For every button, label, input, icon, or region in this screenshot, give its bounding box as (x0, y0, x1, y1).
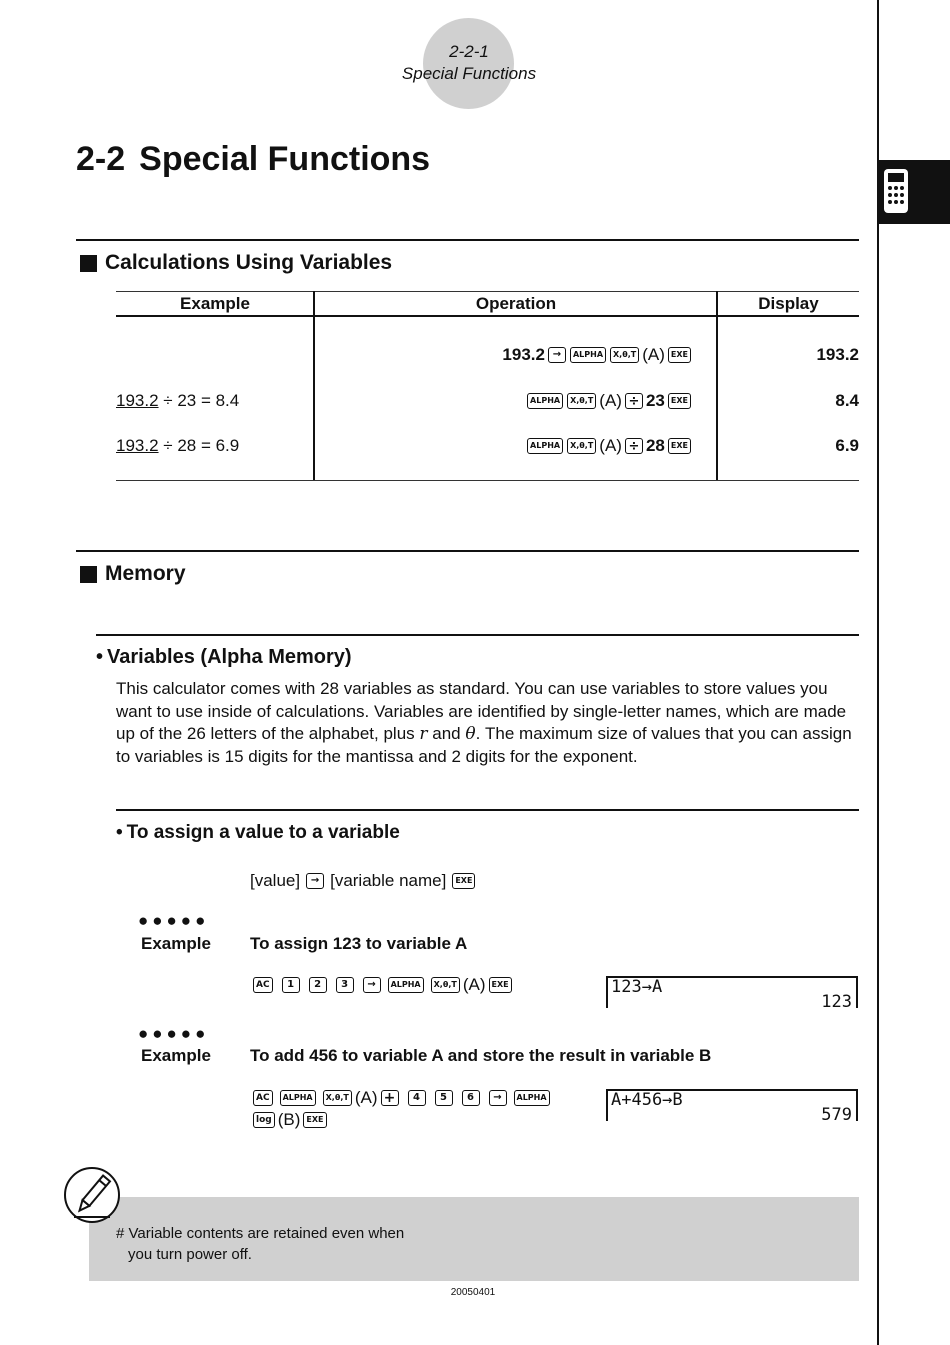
store-key-icon: → (489, 1090, 507, 1106)
variables-paragraph: This calculator comes with 28 variables as standard. You can use variables to store values you want to use inside of calculations. Variables are identified by single-letter names, which are made up of the 26 letters of the alphabet, plus r and θ. The maximum size of values that you can assign to variables is 15 digits for the mantissa and 2 digits for the exponent. (116, 679, 852, 766)
page-number: 2-2-1 (449, 42, 489, 61)
section-rule (76, 239, 859, 241)
example-title: To add 456 to variable A and store the result in variable B (250, 1046, 712, 1065)
round-bullet-icon: • (96, 646, 104, 668)
exe-key-icon: EXE (489, 977, 512, 993)
digit-key-icon: 6 (462, 1090, 480, 1106)
exe-key-icon: EXE (668, 438, 691, 454)
table-top-rule (116, 291, 859, 292)
exe-key-icon: EXE (668, 347, 691, 363)
header-section-title: Special Functions (401, 64, 537, 83)
alpha-key-icon: ALPHA (514, 1090, 550, 1106)
alpha-key-icon: ALPHA (388, 977, 424, 993)
exe-key-icon: EXE (668, 393, 691, 409)
example-key-sequence: AC 1 2 3 → ALPHA X,θ,T (A) EXE (252, 975, 513, 995)
example-label: Example (141, 1046, 211, 1065)
calculator-icon (883, 168, 909, 214)
ac-key-icon: AC (253, 977, 273, 993)
alpha-key-icon: ALPHA (280, 1090, 316, 1106)
table-row-example: 193.2 ÷ 23 = 8.4 (116, 391, 240, 410)
xthetat-key-icon: X,θ,T (567, 393, 596, 409)
column-divider (313, 291, 315, 480)
subsection-rule (96, 634, 859, 636)
table-row-operation: ALPHA X,θ,T (A) ÷ 28 EXE (320, 436, 692, 456)
section-rule (76, 550, 859, 552)
example-title: To assign 123 to variable A (250, 934, 468, 953)
memory-section-heading: Memory (80, 562, 186, 586)
alpha-key-icon: ALPHA (527, 438, 563, 454)
example-label: Example (141, 934, 211, 953)
column-divider (716, 291, 718, 480)
pencil-icon (62, 1165, 122, 1225)
digit-key-icon: 4 (408, 1090, 426, 1106)
store-key-icon: → (306, 873, 324, 889)
plus-key-icon: + (381, 1090, 399, 1106)
exe-key-icon: EXE (452, 873, 475, 889)
calculator-display: 123→A 123 (606, 976, 858, 1008)
title-text: Special Functions (139, 140, 431, 178)
example-key-sequence: AC ALPHA X,θ,T (A) + 4 5 6 → ALPHA (252, 1088, 551, 1108)
page-title (76, 140, 430, 179)
alpha-key-icon: ALPHA (570, 347, 606, 363)
square-bullet-icon (80, 255, 97, 272)
footer-code: 20050401 (450, 1287, 496, 1298)
table-row-display: 6.9 (835, 436, 859, 455)
digit-key-icon: 3 (336, 977, 354, 993)
table-row-operation: ALPHA X,θ,T (A) ÷ 23 EXE (320, 391, 692, 411)
log-key-icon: log (253, 1112, 275, 1128)
table-row-display: 193.2 (816, 345, 859, 364)
square-bullet-icon (80, 566, 97, 583)
alpha-key-icon: ALPHA (527, 393, 563, 409)
table-header-rule (116, 315, 859, 317)
xthetat-key-icon: X,θ,T (567, 438, 596, 454)
digit-key-icon: 2 (309, 977, 327, 993)
table-bottom-rule (116, 480, 859, 481)
note-text: # Variable contents are retained even when you turn power off. (116, 1225, 405, 1263)
table-row-example: 193.2 ÷ 28 = 6.9 (116, 436, 240, 455)
title-number: 2-2 (76, 140, 126, 178)
subsection-rule (116, 809, 859, 811)
variables-heading: • Variables (Alpha Memory) (96, 646, 352, 668)
example-key-sequence: log (B) EXE (252, 1110, 328, 1130)
xthetat-key-icon: X,θ,T (431, 977, 460, 993)
example-dots: ●●●●● (138, 1024, 210, 1043)
assign-syntax: [value] → [variable name] EXE (250, 871, 476, 891)
xthetat-key-icon: X,θ,T (610, 347, 639, 363)
column-header-operation: Operation (475, 294, 557, 313)
divide-key-icon: ÷ (625, 393, 643, 409)
table-row-display: 8.4 (835, 391, 859, 410)
store-key-icon: → (363, 977, 381, 993)
column-header-example: Example (180, 294, 250, 313)
divide-key-icon: ÷ (625, 438, 643, 454)
column-header-display: Display (758, 294, 819, 313)
digit-key-icon: 5 (435, 1090, 453, 1106)
exe-key-icon: EXE (303, 1112, 326, 1128)
digit-key-icon: 1 (282, 977, 300, 993)
xthetat-key-icon: X,θ,T (323, 1090, 352, 1106)
calculator-display: A+456→B 579 (606, 1089, 858, 1121)
example-dots: ●●●●● (138, 911, 210, 930)
round-bullet-icon: • (116, 822, 123, 843)
store-key-icon: → (548, 347, 566, 363)
calc-section-heading: Calculations Using Variables (80, 251, 392, 275)
assign-heading: • To assign a value to a variable (116, 822, 400, 843)
table-row-operation: 193.2 → ALPHA X,θ,T (A) EXE (320, 345, 692, 365)
ac-key-icon: AC (253, 1090, 273, 1106)
